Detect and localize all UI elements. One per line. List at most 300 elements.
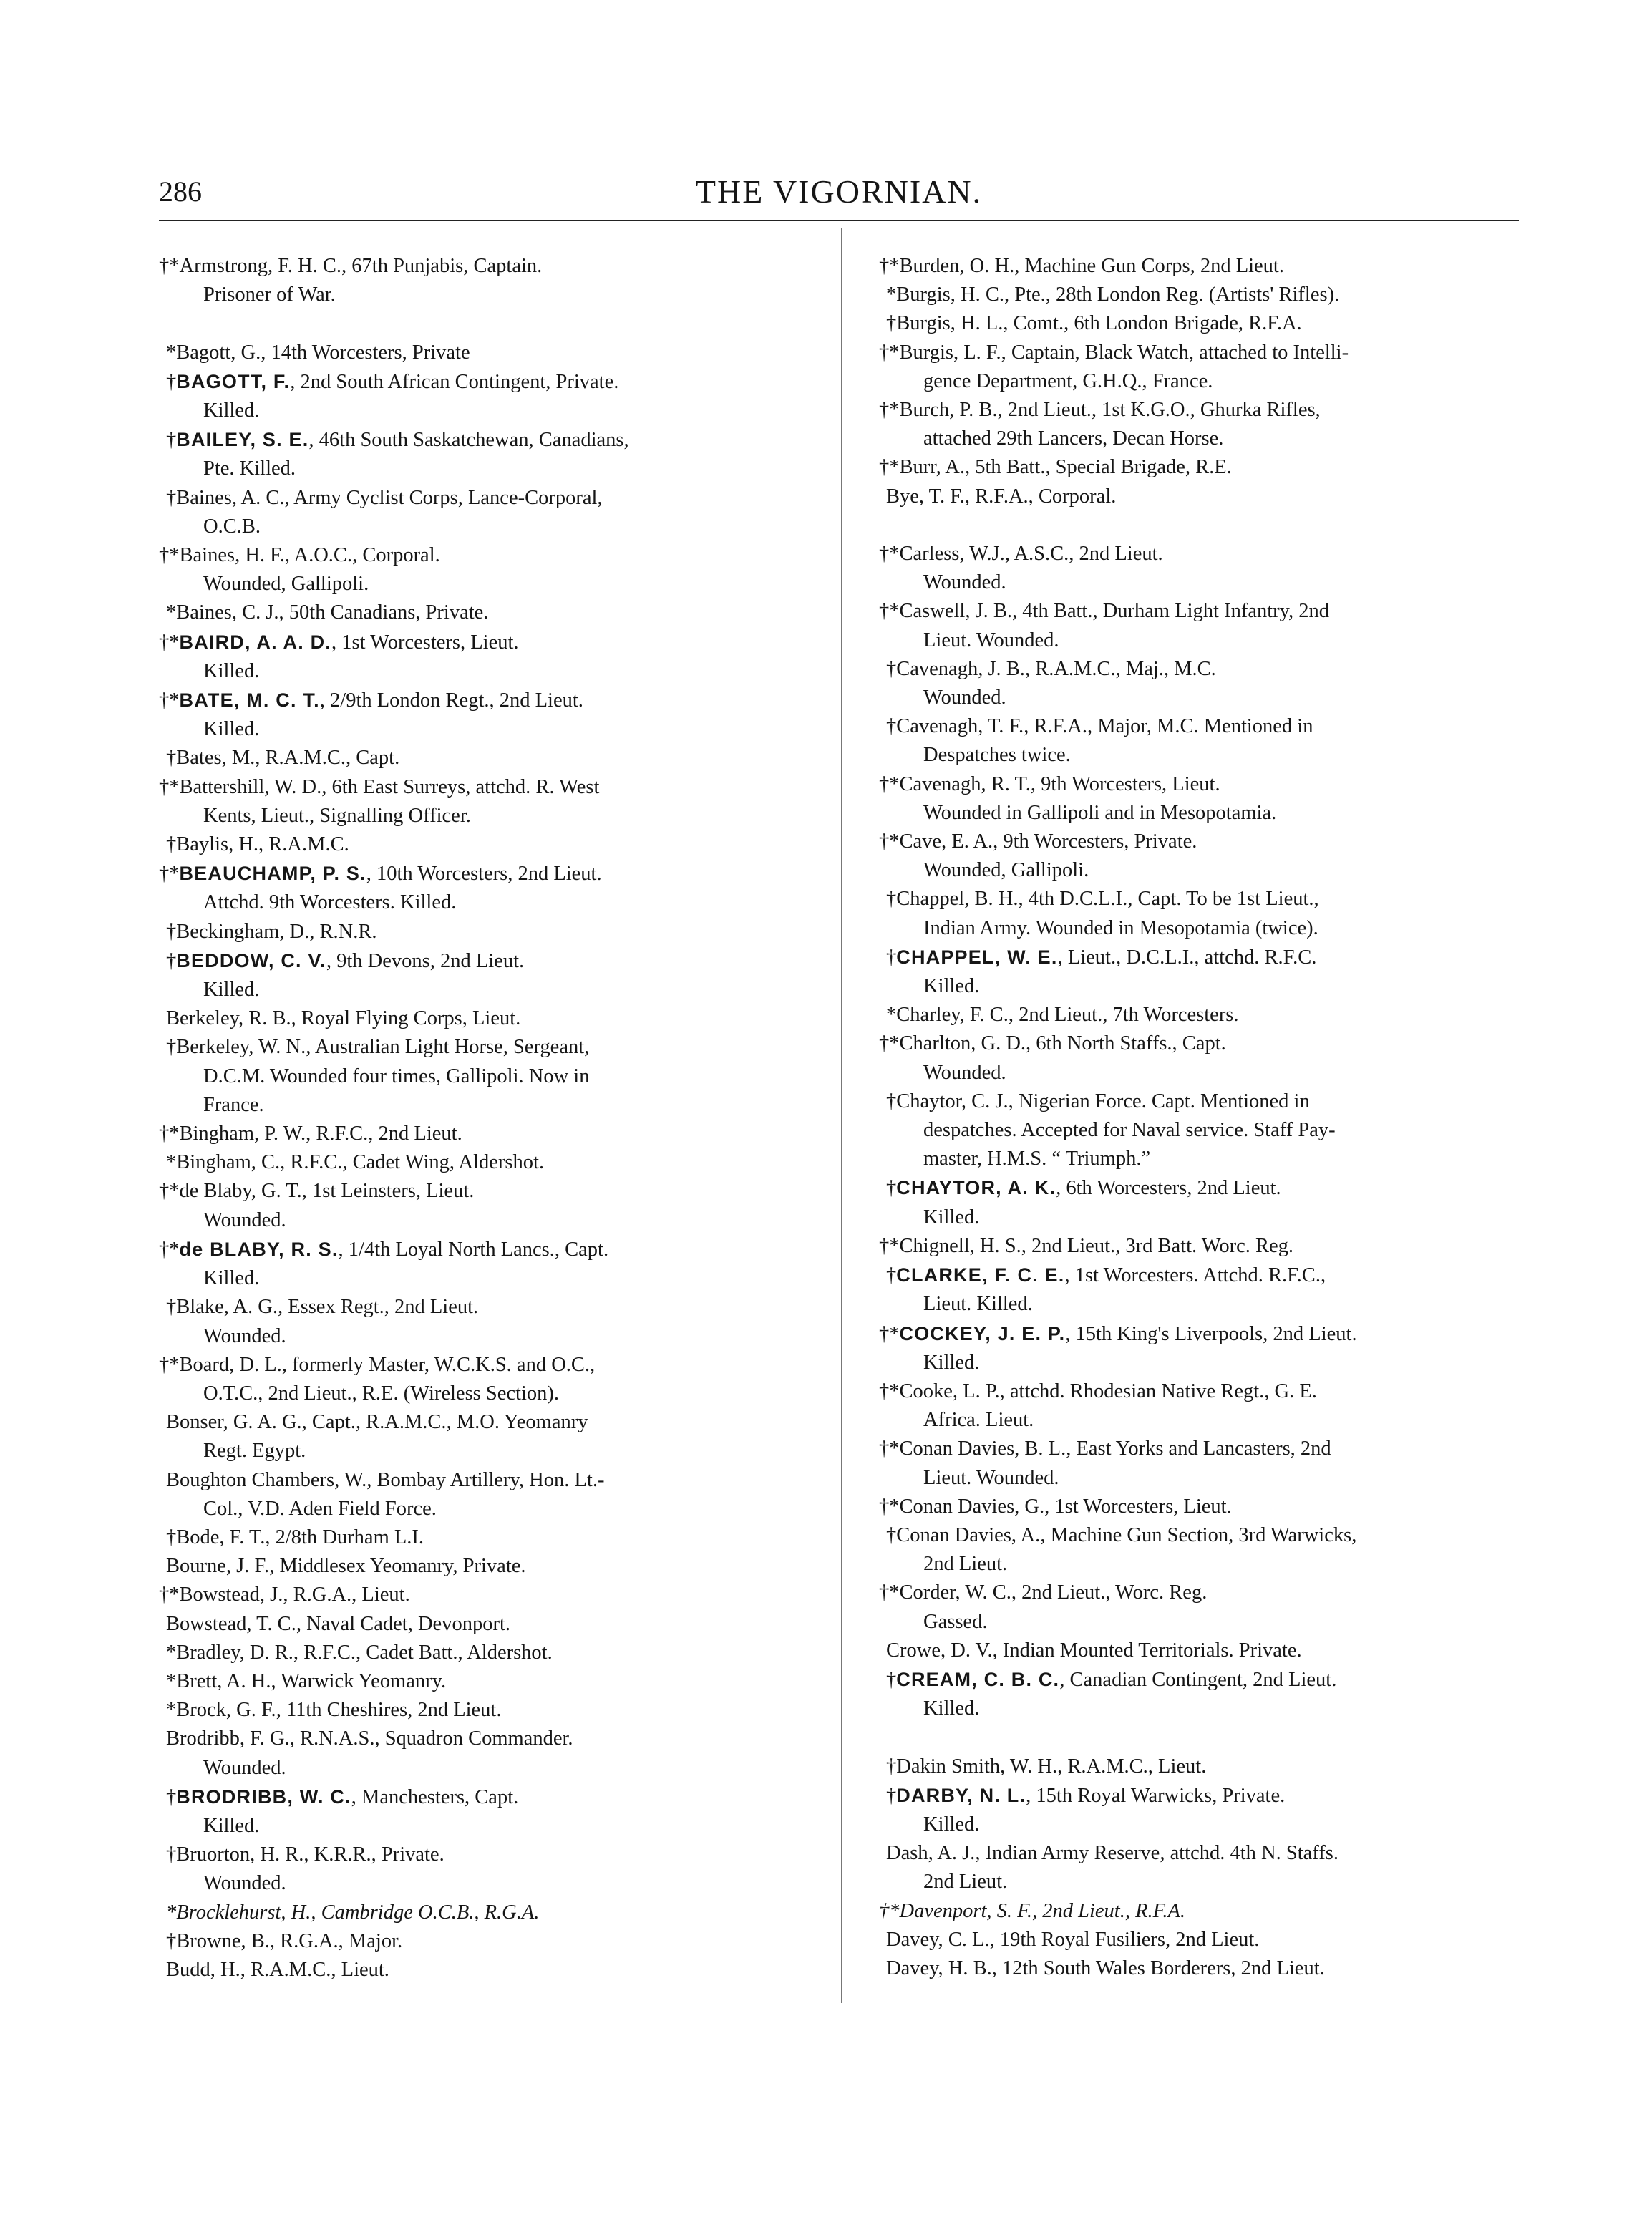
entry-continuation: Despatches twice. <box>923 744 1071 767</box>
roll-entry <box>879 885 1523 942</box>
roll-entry <box>879 1435 1523 1492</box>
entry-name: Baines, C. J. <box>176 601 279 624</box>
entry-name: Crowe, D. V. <box>886 1639 993 1662</box>
entry-first-line <box>879 1029 1523 1058</box>
entry-details: , 9th Devons, 2nd Lieut. <box>326 949 525 972</box>
entry-first-line <box>159 1293 807 1322</box>
entry-details: , Capt., R.A.M.C., M.O. Yeomanry <box>301 1411 588 1434</box>
entry-name: Baines, A. C. <box>176 486 285 509</box>
entry-first-line <box>879 770 1523 799</box>
entry-mark: * <box>166 1641 177 1664</box>
entry-continuation: Wounded. <box>203 1756 286 1779</box>
entry-name: Berkeley, R. B. <box>166 1007 291 1030</box>
entry-mark: † <box>886 1177 897 1200</box>
roll-entry <box>159 1725 807 1782</box>
entry-continuation: Killed. <box>923 1351 980 1374</box>
entry-details: , R.F.C., 2nd Lieut. <box>306 1123 462 1145</box>
entry-mark: †* <box>159 1180 180 1203</box>
roll-entry <box>159 1177 807 1234</box>
entry-details: , R.A.M.C., Lieut. <box>1057 1755 1207 1778</box>
entry-first-line <box>159 1725 807 1753</box>
roll-entry <box>159 1610 807 1639</box>
entry-continuation: Killed. <box>203 718 260 741</box>
entry-continuation: master, H.M.S. “ Triumph.” <box>923 1148 1151 1170</box>
entry-details: , East Yorks and Lancasters, 2nd <box>1066 1438 1331 1460</box>
entry-name: Burgis, H. L. <box>896 312 1004 335</box>
entry-first-line <box>159 918 807 946</box>
entry-name: Charlton, G. D. <box>899 1032 1026 1055</box>
roll-entry <box>879 1579 1523 1636</box>
entry-details: , R.N.R. <box>309 920 377 943</box>
entry-mark: † <box>886 946 897 969</box>
entry-continuation: Wounded. <box>203 1208 286 1231</box>
entry-mark: * <box>166 341 177 364</box>
entry-mark: †* <box>879 399 900 422</box>
entry-mark: * <box>166 1901 177 1924</box>
entry-mark: †* <box>879 1899 900 1922</box>
entry-details: , 10th Worcesters, 2nd Lieut. <box>366 863 602 886</box>
entry-first-line <box>159 1927 807 1956</box>
entry-first-line <box>159 686 807 715</box>
roll-entry <box>879 1029 1523 1087</box>
entry-mark: †* <box>159 631 180 654</box>
entry-details: , R.A.M.C., Lieut. <box>240 1958 389 1981</box>
entry-details: , 2nd Lieut., 1st K.G.O., Ghurka Rifles, <box>997 399 1321 422</box>
roll-entry <box>159 686 807 744</box>
entry-continuation: attached 29th Lancers, Decan Horse. <box>923 427 1224 450</box>
entry-details: , 6th Worcesters, 2nd Lieut. <box>1056 1177 1281 1200</box>
entry-first-line <box>879 1781 1523 1810</box>
roll-entry <box>159 1783 807 1841</box>
entry-name: Burgis, H. C. <box>896 283 1004 306</box>
entry-first-line <box>879 453 1523 482</box>
entry-name: Berkeley, W. N. <box>176 1036 306 1059</box>
entry-details: , 2/9th London Regt., 2nd Lieut. <box>319 689 583 712</box>
entry-name: Chappel, B. H. <box>896 888 1019 911</box>
roll-entry <box>159 1639 807 1667</box>
entry-name: Browne, B. <box>176 1929 270 1952</box>
entry-details: , 9th Worcesters, Private. <box>993 830 1197 853</box>
entry-first-line <box>879 1637 1523 1665</box>
entry-mark: †* <box>879 1581 900 1604</box>
entry-name: BEDDOW, C. V. <box>176 949 326 971</box>
entry-name: Corder, W. C. <box>899 1581 1011 1604</box>
entry-continuation: Wounded. <box>923 687 1006 709</box>
entry-continuation: Wounded. <box>203 1324 286 1347</box>
roll-entry <box>159 1841 807 1898</box>
entry-mark: † <box>886 715 897 738</box>
entry-first-line <box>159 252 807 281</box>
roll-entry <box>159 1351 807 1408</box>
entry-name: Battershill, W. D. <box>179 775 322 798</box>
entry-continuation: Killed. <box>203 659 260 682</box>
entry-details: , R.G.A., Major. <box>269 1929 403 1952</box>
entry-details: , Warwick Yeomanry. <box>271 1669 447 1692</box>
entry-name: Bingham, P. W. <box>179 1123 306 1145</box>
entry-details: , Comt., 6th London Brigade, R.F.A. <box>1003 312 1302 335</box>
roll-entry <box>879 1493 1523 1521</box>
entry-first-line <box>159 1351 807 1380</box>
roll-entry <box>159 1004 807 1033</box>
entry-name: Conan Davies, G. <box>899 1495 1045 1518</box>
entry-details: , 12th South Wales Borderers, 2nd Lieut. <box>991 1957 1325 1979</box>
entry-details: , R.A.M.C. <box>258 833 349 856</box>
entry-details: , R.F.A., Corporal. <box>964 485 1117 508</box>
entry-mark: * <box>886 1004 897 1027</box>
roll-entry <box>879 1261 1523 1319</box>
entry-first-line <box>159 598 807 627</box>
entry-name: Beckingham, D. <box>176 920 310 943</box>
roll-entry <box>159 773 807 830</box>
roll-entry <box>879 1926 1523 1954</box>
entry-details: , A.O.C., Corporal. <box>284 544 440 567</box>
entry-mark: * <box>166 601 177 624</box>
entry-details: , 1st Worcesters, Lieut. <box>1044 1495 1232 1518</box>
entry-first-line <box>159 859 807 888</box>
roll-entry <box>159 946 807 1004</box>
roll-entry <box>159 252 807 309</box>
entry-mark: * <box>166 1669 177 1692</box>
roll-entry <box>159 918 807 946</box>
entry-name: de Blaby, G. T. <box>179 1180 302 1203</box>
entry-details: , R.F.C., Cadet Wing, Aldershot. <box>280 1151 545 1174</box>
entry-name: Cavenagh, J. B. <box>896 657 1025 680</box>
entry-mark: †* <box>879 456 900 479</box>
roll-entry <box>879 712 1523 770</box>
entry-first-line <box>159 1639 807 1667</box>
entry-name: Brett, A. H. <box>176 1669 271 1692</box>
entry-continuation: Wounded. <box>203 1872 286 1895</box>
entry-name: Bonser, G. A. G. <box>166 1411 302 1434</box>
entry-first-line <box>159 425 807 455</box>
entry-name: Cooke, L. P. <box>899 1380 1000 1402</box>
entry-continuation: gence Department, G.H.Q., France. <box>923 369 1213 392</box>
entry-details: , 11th Cheshires, 2nd Lieut. <box>276 1699 502 1722</box>
entry-first-line <box>159 830 807 859</box>
entry-name: Brocklehurst, H. <box>176 1901 311 1924</box>
page-header <box>159 170 1519 213</box>
entry-mark: †* <box>879 1032 900 1055</box>
entry-first-line <box>879 1665 1523 1695</box>
entry-details: , Australian Light Horse, Sergeant, <box>306 1036 590 1059</box>
entry-mark: †* <box>159 689 180 712</box>
entry-continuation: despatches. Accepted for Naval service. Staff Pay- <box>923 1119 1336 1142</box>
entry-first-line <box>879 252 1523 281</box>
entry-name: CHAPPEL, W. E. <box>896 946 1058 968</box>
entry-details: , 1st Worcesters. Attchd. R.F.C., <box>1064 1264 1326 1287</box>
entry-name: Carless, W.J. <box>899 543 1005 566</box>
entry-first-line <box>879 281 1523 309</box>
entry-details: , Captain, Black Watch, attached to Intelli- <box>1001 341 1349 364</box>
entry-first-line <box>159 1581 807 1609</box>
entry-mark: † <box>166 1843 177 1866</box>
entry-details: , Lieut., D.C.L.I., attchd. R.F.C. <box>1057 946 1317 969</box>
entry-details: , Royal Flying Corps, Lieut. <box>291 1007 521 1030</box>
entry-first-line <box>159 1466 807 1495</box>
entry-first-line <box>879 1377 1523 1406</box>
entry-mark: † <box>166 920 177 943</box>
entry-continuation: O.C.B. <box>203 515 261 538</box>
entry-mark: †* <box>159 1123 180 1145</box>
entry-first-line <box>159 1783 807 1812</box>
entry-details: , R.A.M.C., Maj., M.C. <box>1024 657 1216 680</box>
entry-details: , 14th Worcesters, Private <box>261 341 470 364</box>
entry-name: Davey, H. B. <box>886 1957 992 1979</box>
entry-name: BAIRD, A. A. D. <box>179 631 331 653</box>
entry-details: , 1st Leinsters, Lieut. <box>301 1180 475 1203</box>
roll-entry <box>159 859 807 917</box>
entry-details: , Army Cyclist Corps, Lance-Corporal, <box>284 486 603 509</box>
roll-entry <box>159 1696 807 1725</box>
entry-details: , 5th Batt., Special Brigade, R.E. <box>964 456 1232 479</box>
entry-first-line <box>159 1408 807 1437</box>
entry-first-line <box>879 1954 1523 1983</box>
roll-entry <box>879 1521 1523 1579</box>
roll-entry <box>879 770 1523 828</box>
entry-mark: † <box>886 1784 897 1807</box>
roll-entry <box>159 1120 807 1148</box>
roll-entry <box>879 1001 1523 1029</box>
roll-entry <box>159 1033 807 1120</box>
entry-name: BAILEY, S. E. <box>176 429 309 451</box>
roll-entry <box>879 1319 1523 1377</box>
entry-mark: * <box>886 283 897 306</box>
entry-details: , R.N.A.S., Squadron Commander. <box>289 1727 573 1750</box>
entry-mark: †* <box>879 255 900 277</box>
entry-details: , 2nd Lieut., R.F.A. <box>1032 1899 1186 1922</box>
entry-details: , Manchesters, Capt. <box>351 1785 519 1808</box>
entry-name: Dash, A. J. <box>886 1842 976 1865</box>
entry-name: Budd, H. <box>166 1958 240 1981</box>
roll-entry <box>879 1665 1523 1723</box>
entry-name: BATE, M. C. T. <box>179 689 320 712</box>
entry-first-line <box>879 1926 1523 1954</box>
entry-continuation: Africa. Lieut. <box>923 1409 1034 1432</box>
entry-details: , 9th Worcesters, Lieut. <box>1030 772 1220 795</box>
entry-first-line <box>879 1839 1523 1868</box>
entry-details: , 15th Royal Warwicks, Private. <box>1026 1784 1286 1807</box>
roll-entry <box>879 1839 1523 1896</box>
entry-first-line <box>159 1120 807 1148</box>
entry-continuation: 2nd Lieut. <box>923 1553 1008 1576</box>
roll-entry <box>879 1897 1523 1926</box>
roll-entry <box>159 541 807 598</box>
entry-mark: †* <box>879 543 900 566</box>
entry-continuation: Indian Army. Wounded in Mesopotamia (twice). <box>923 916 1318 939</box>
entry-mark: † <box>166 833 177 856</box>
roll-entry <box>879 1781 1523 1839</box>
entry-first-line <box>879 339 1523 367</box>
entry-name: CLARKE, F. C. E. <box>896 1264 1065 1286</box>
entry-details: , 1st Worcesters, Lieut. <box>331 631 519 654</box>
entry-details: , Middlesex Yeomanry, Private. <box>269 1555 526 1578</box>
entry-mark: †* <box>159 775 180 798</box>
entry-first-line <box>879 1435 1523 1463</box>
entry-details: , Bombay Artillery, Hon. Lt.- <box>366 1468 605 1491</box>
entry-details: , Canadian Contingent, 2nd Lieut. <box>1059 1668 1337 1691</box>
header-rule <box>159 220 1519 221</box>
entry-details: , 67th Punjabis, Captain. <box>341 255 543 277</box>
roll-entry <box>159 339 807 367</box>
left-column <box>159 252 807 1984</box>
roll-entry <box>159 1235 807 1293</box>
entry-details: , R.A.M.C., Capt. <box>255 747 400 770</box>
entry-name: Brock, G. F. <box>176 1699 276 1722</box>
entry-name: Bye, T. F. <box>886 485 965 508</box>
entry-mark: † <box>886 312 897 335</box>
roll-entry <box>879 339 1523 396</box>
entry-name: Burr, A. <box>899 456 965 479</box>
entry-continuation: Wounded in Gallipoli and in Mesopotamia. <box>923 801 1277 824</box>
roll-entry <box>879 281 1523 309</box>
entry-mark: † <box>166 370 177 393</box>
entry-details: , Essex Regt., 2nd Lieut. <box>277 1296 479 1319</box>
roll-entry <box>879 1753 1523 1781</box>
entry-details: , Nigerian Force. Capt. Mentioned in <box>1008 1090 1310 1112</box>
entry-name: Chignell, H. S. <box>899 1234 1021 1257</box>
entry-details: , 2nd South African Contingent, Private. <box>290 370 619 393</box>
entry-details: , R.F.A., Major, M.C. Mentioned in <box>1024 715 1313 738</box>
entry-details: , 6th North Staffs., Capt. <box>1026 1032 1226 1055</box>
entry-name: DARBY, N. L. <box>896 1784 1026 1806</box>
roll-entry <box>159 744 807 772</box>
entry-continuation: Lieut. Wounded. <box>923 629 1059 651</box>
entry-first-line <box>879 309 1523 338</box>
entry-details: , 19th Royal Fusiliers, 2nd Lieut. <box>989 1928 1260 1951</box>
entry-details: , R.G.A., Lieut. <box>283 1584 410 1606</box>
roll-entry <box>879 309 1523 338</box>
entry-continuation: O.T.C., 2nd Lieut., R.E. (Wireless Section). <box>203 1382 559 1405</box>
entry-continuation: Gassed. <box>923 1610 988 1633</box>
entry-first-line <box>159 946 807 976</box>
entry-first-line <box>159 1956 807 1984</box>
entry-continuation: Killed. <box>923 1813 980 1836</box>
roll-entry <box>879 1377 1523 1435</box>
roll-entry <box>159 1293 807 1350</box>
entry-mark: †* <box>159 255 180 277</box>
entry-first-line <box>879 1232 1523 1261</box>
roll-entry <box>879 597 1523 654</box>
entry-first-line <box>879 597 1523 626</box>
entry-mark: †* <box>879 1380 900 1402</box>
entry-first-line <box>879 540 1523 568</box>
entry-continuation: D.C.M. Wounded four times, Gallipoli. Now in <box>203 1065 590 1087</box>
roll-entry <box>159 484 807 541</box>
entry-first-line <box>879 1087 1523 1116</box>
roll-entry <box>879 1232 1523 1261</box>
entry-first-line <box>159 773 807 802</box>
roll-entry <box>159 1667 807 1696</box>
entry-continuation: Killed. <box>203 1267 260 1290</box>
entry-details: , 46th South Saskatchewan, Canadians, <box>308 429 629 452</box>
roll-entry <box>159 1927 807 1956</box>
entry-mark: † <box>166 1526 177 1548</box>
entry-details: , 2nd Lieut., 3rd Batt. Worc. Reg. <box>1021 1234 1294 1257</box>
entry-mark: †* <box>879 1438 900 1460</box>
entry-name: Burden, O. H. <box>899 255 1015 277</box>
entry-first-line <box>879 1521 1523 1550</box>
entry-name: Bode, F. T. <box>176 1526 266 1548</box>
entry-name: Boughton Chambers, W. <box>166 1468 367 1491</box>
entry-details: , 2/8th Durham L.I. <box>265 1526 424 1548</box>
roll-entry <box>879 396 1523 453</box>
entry-details: , 4th Batt., Durham Light Infantry, 2nd <box>1012 600 1330 623</box>
roll-entry <box>159 830 807 859</box>
entry-name: BEAUCHAMP, P. S. <box>179 863 366 885</box>
entry-mark: †* <box>159 863 180 886</box>
entry-mark: †* <box>879 1495 900 1518</box>
entry-name: Cavenagh, T. F. <box>896 715 1024 738</box>
entry-mark: †* <box>879 341 900 364</box>
entry-continuation: Wounded, Gallipoli. <box>923 859 1089 882</box>
entry-mark: †* <box>159 544 180 567</box>
entry-details: , Naval Cadet, Devonport. <box>296 1612 510 1635</box>
entry-name: Bruorton, H. R. <box>176 1843 304 1866</box>
entry-first-line <box>159 541 807 570</box>
entry-name: Blake, A. G. <box>176 1296 278 1319</box>
entry-continuation: France. <box>203 1093 264 1116</box>
entry-continuation: Wounded. <box>923 571 1006 594</box>
right-column <box>879 252 1523 1983</box>
entry-mark: * <box>166 1151 177 1174</box>
entry-first-line <box>159 1033 807 1062</box>
entry-mark: †* <box>879 772 900 795</box>
entry-mark: † <box>166 1036 177 1059</box>
entry-details: , 4th D.C.L.I., Capt. To be 1st Lieut., <box>1018 888 1319 911</box>
entry-details: , 1/4th Loyal North Lancs., Capt. <box>338 1238 609 1261</box>
entry-first-line <box>879 828 1523 856</box>
roll-entry <box>159 628 807 686</box>
entry-mark: †* <box>159 1238 180 1261</box>
roll-entry <box>879 453 1523 482</box>
entry-name: Conan Davies, A. <box>896 1523 1041 1546</box>
entry-first-line <box>159 1177 807 1206</box>
roll-entry <box>879 252 1523 281</box>
entry-continuation: Prisoner of War. <box>203 283 336 306</box>
entry-name: Baylis, H. <box>176 833 259 856</box>
entry-details: , 50th Canadians, Private. <box>278 601 489 624</box>
entry-first-line <box>879 712 1523 741</box>
entry-continuation: Kents, Lieut., Signalling Officer. <box>203 804 471 827</box>
entry-first-line <box>879 1579 1523 1607</box>
entry-name: Cave, E. A. <box>899 830 993 853</box>
column-divider <box>841 228 842 2003</box>
entry-mark: †* <box>879 1322 900 1345</box>
entry-details: , 2nd Lieut., Worc. Reg. <box>1011 1581 1208 1604</box>
entry-mark: †* <box>159 1584 180 1606</box>
roll-entry <box>879 483 1523 511</box>
entry-first-line <box>159 1523 807 1552</box>
entry-mark: † <box>886 1264 897 1287</box>
entry-first-line <box>159 1148 807 1177</box>
entry-first-line <box>879 655 1523 684</box>
entry-details: , Machine Gun Corps, 2nd Lieut. <box>1014 255 1284 277</box>
entry-first-line <box>159 1004 807 1033</box>
entry-mark: †* <box>879 600 900 623</box>
entry-first-line <box>879 483 1523 511</box>
roll-entry <box>159 1552 807 1581</box>
entry-details: , K.R.R., Private. <box>303 1843 444 1866</box>
entry-first-line <box>879 1753 1523 1781</box>
entry-first-line <box>879 396 1523 425</box>
entry-mark: † <box>166 949 177 972</box>
page-title: THE VIGORNIAN. <box>695 173 983 210</box>
entry-continuation: Attchd. 9th Worcesters. Killed. <box>203 891 457 914</box>
roll-entry <box>159 1148 807 1177</box>
roll-entry <box>879 1637 1523 1665</box>
entry-first-line <box>879 1897 1523 1926</box>
entry-first-line <box>879 1001 1523 1029</box>
